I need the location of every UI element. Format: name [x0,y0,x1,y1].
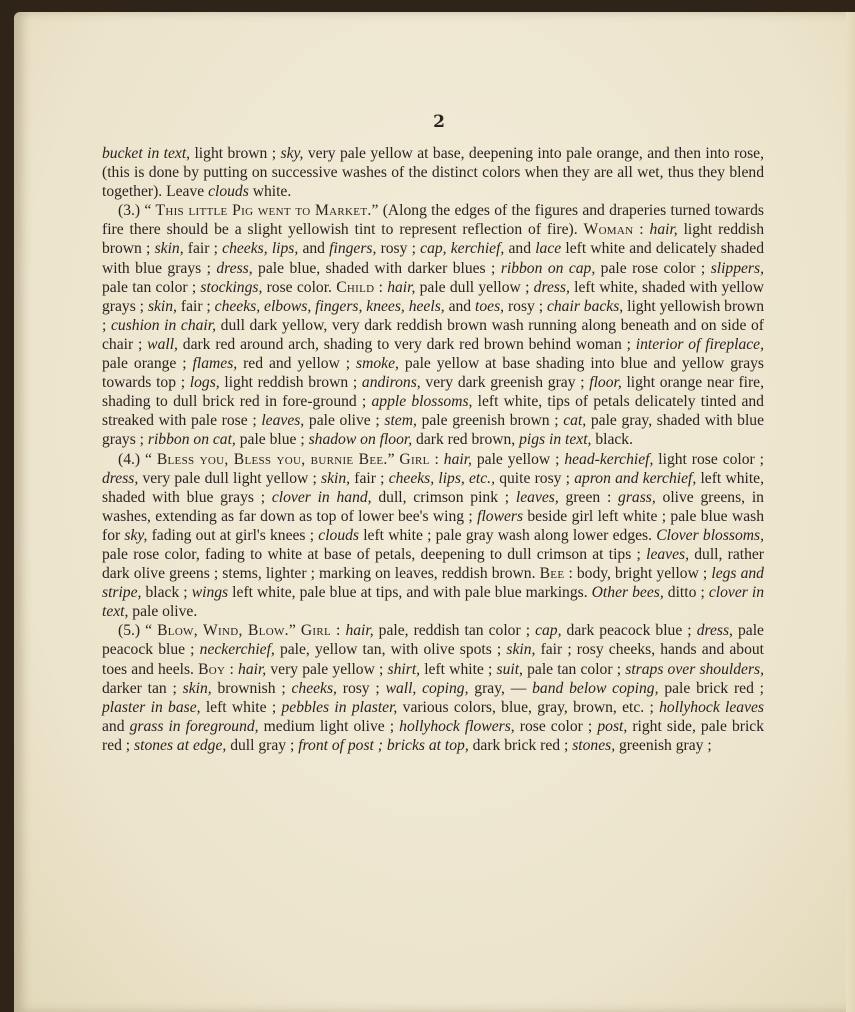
italic-term: hair, [345,622,374,640]
body-text [102,144,764,755]
italic-term: ribbon on cap, [500,259,596,277]
italic-term: front of post ; bricks at top, [298,736,469,754]
italic-term: straps over shoulders, [625,660,764,678]
italic-term: leaves, [515,488,559,506]
text-run: light orange near fire, shading to dull brick red in fore-ground ; [102,374,764,411]
paragraph [102,621,764,755]
italic-term: dress, [696,622,733,640]
italic-term: grass, [618,488,656,506]
italic-term: wall, [147,335,178,353]
text-run: and [102,717,130,735]
text-run: : [225,660,239,678]
text-run: pale rose color, fading to white at base of petals, deepening to dull crimson at tips ; [102,545,647,563]
italic-term: hair, [387,278,416,296]
text-run: light reddish brown ; [102,221,764,258]
italic-term: neckerchief, [199,641,275,659]
italic-term: apple blossoms, [371,393,473,411]
italic-term: cheeks, lips, etc., [388,469,495,487]
italic-term: cheeks, elbows, fingers, knees, heels, [214,297,445,315]
italic-term: hollyhock leaves [659,698,765,716]
text-run: rosy ; [504,297,547,315]
text-run: pale, yellow tan, with olive spots ; [274,641,507,659]
text-run: rose color ; [514,717,598,735]
italic-term: sky, [280,145,304,162]
italic-term: andirons, [361,374,421,392]
text-run: fair ; [183,240,223,258]
italic-term: grass in foreground, [129,717,259,735]
text-run: fading out at girl's knees ; [147,526,319,544]
page-number: 2 [433,112,445,132]
text-run: left white, shaded with blue grays ; [102,469,764,506]
text-run: right side, pale brick red ; [102,717,765,754]
text-run: fair ; rosy cheeks, hands and about toes and heels. [102,641,765,678]
text-run: left white and delicately shaded with blue grays ; [102,240,765,277]
small-caps-heading: Blow, Wind, Blow. [157,622,289,640]
text-run: (4.) “ [118,450,157,468]
text-run: and [504,240,536,258]
italic-term: cheeks, lips, [222,240,299,258]
small-caps-heading: Woman [583,221,634,239]
italic-term: legs and stripe, [102,565,764,602]
text-run: ” (Along the edges of the figures and draperies turned towards fire there should be a slight yellowish tint to represent reflection of fire). [102,202,764,239]
text-run: left white, tips of petals delicately tinted and streaked with pale rose ; [102,393,764,430]
text-run: very pale yellow at base, deepening into pale orange, and then into rose, (this is done by putting on successive washes of the distinct colors when they are all wet, thus they blend together). Leave [102,145,764,201]
page-edge [846,12,855,1012]
italic-term: skin, [506,641,536,659]
text-run: left white ; [200,698,282,716]
italic-term: pigs in text, [519,431,592,449]
italic-term: interior of fireplace, [635,335,764,353]
italic-term: wings [191,584,229,602]
text-run: medium light olive ; [258,717,400,735]
text-run: rosy ; [376,240,421,258]
text-run: ” [387,450,400,468]
italic-term: logs, [189,374,220,392]
italic-term: ribbon on cat, [147,431,236,449]
italic-term: cap, kerchief, [420,240,505,258]
italic-term: clover in hand, [271,488,372,506]
text-run: : [633,221,650,239]
italic-term: hair, [443,450,472,468]
italic-term: shirt, [387,660,421,678]
text-run: very pale dull light yellow ; [138,469,322,487]
italic-term: post, [597,717,628,735]
text-run: black. [591,431,634,449]
text-run: and [298,240,330,258]
text-run: (3.) “ [118,202,156,220]
italic-term: cap, [535,622,562,640]
text-run: light yellowish brown ; [102,297,765,334]
italic-term: cushion in chair, [110,316,216,334]
text-run: left white ; [420,660,497,678]
text-run: left white, shaded with yellow grays ; [102,278,764,315]
italic-term: dress, [216,259,253,277]
italic-term: shadow on floor, [308,431,413,449]
text-run: (5.) “ [118,622,158,640]
italic-term: hair, [238,660,267,678]
text-run: brownish ; [211,679,292,697]
italic-term: clouds [208,183,249,201]
text-run: pale blue, shaded with darker blues ; [252,259,501,277]
text-run: green : [558,488,619,506]
italic-term: cheeks, [291,679,337,697]
italic-term: head-kerchief, [564,450,654,468]
italic-term: leaves, [261,412,305,430]
text-run: pale dull yellow ; [415,278,534,296]
text-run: pale rose color ; [595,259,711,277]
italic-term: suit, [496,660,523,678]
text-run: pale peacock blue ; [102,622,764,659]
text-run: quite rosy ; [494,469,575,487]
text-run: dull gray ; [226,736,299,754]
text-run: dark red around arch, shading to very dark red brown behind woman ; [177,335,636,353]
italic-term: chair backs, [546,297,624,315]
text-run: red and yellow ; [237,355,357,373]
italic-term: clouds [318,526,359,544]
text-run: black ; [141,584,192,602]
text-run: fair ; [350,469,389,487]
italic-term: skin, [321,469,351,487]
paragraph [102,201,764,449]
text-run: pale olive ; [304,412,385,430]
text-run: : [429,450,444,468]
small-caps-heading: Girl [300,622,332,640]
text-run: rosy ; [336,679,386,697]
text-run: olive greens, in washes, extending as far down as top of lower bee's wing ; [102,488,764,525]
italic-term: cat, [563,412,587,430]
italic-term: lace [535,240,562,258]
text-run: ditto ; [663,584,709,602]
small-caps-heading: Girl [399,450,430,468]
text-run: dull, crimson pink ; [371,488,516,506]
text-run: gray, — [468,679,533,697]
italic-term: Other bees, [591,584,664,602]
text-run: rose color. [262,278,337,296]
text-run: very pale yellow ; [266,660,388,678]
text-run: pale yellow ; [471,450,565,468]
text-run: left white, pale blue at tips, and with pale blue markings. [228,584,592,602]
italic-term: stones at edge, [134,736,227,754]
italic-term: hollyhock flowers, [399,717,515,735]
text-run: pale greenish brown ; [416,412,564,430]
text-run: and [444,297,476,315]
text-run: dark brick red ; [468,736,573,754]
text-run: dark red brown, [412,431,520,449]
italic-term: clover in text, [102,584,764,621]
text-run: fair ; [176,297,215,315]
italic-term: apron and kerchief, [574,469,697,487]
italic-term: flowers [477,507,524,525]
paragraph [102,144,764,201]
italic-term: fingers, [329,240,377,258]
book-page [14,12,855,1012]
italic-term: dress, [102,469,139,487]
italic-term: stem, [384,412,417,430]
small-caps-heading: Bless you, Bless you, burnie Bee. [156,450,388,468]
text-run: : [331,622,346,640]
small-caps-heading: Bee [539,565,565,583]
text-run: very dark greenish gray ; [420,374,590,392]
italic-term: floor, [589,374,622,392]
text-run: light brown ; [190,145,281,162]
text-run: pale tan color ; [102,278,201,296]
italic-term: leaves, [646,545,689,563]
italic-term: skin, [154,240,184,258]
italic-term: band below coping, [532,679,659,697]
text-run: pale blue ; [235,431,309,449]
italic-term: wall, coping, [385,679,469,697]
italic-term: hair, [649,221,678,239]
small-caps-heading: Boy [198,660,226,678]
text-run: pale brick red ; [658,679,765,697]
paragraph [102,450,764,622]
text-run: left white ; pale gray wash along lower edges. [359,526,657,544]
text-run: ” [288,622,301,640]
text-run: : body, bright yellow ; [564,565,712,583]
italic-term: skin, [147,297,177,315]
small-caps-heading: Child [336,278,375,296]
text-run: pale olive. [128,603,198,621]
text-run: white. [248,183,292,201]
text-run: dark peacock blue ; [561,622,697,640]
text-run: pale, reddish tan color ; [373,622,536,640]
italic-term: dress, [533,278,570,296]
text-run: various colors, blue, gray, brown, etc. ; [397,698,660,716]
italic-term: stones, [572,736,616,754]
italic-term: stockings, [200,278,263,296]
italic-term: toes, [475,297,505,315]
italic-term: smoke, [356,355,399,373]
italic-term: skin, [182,679,212,697]
text-run: pale tan color ; [522,660,626,678]
italic-term: slippers, [710,259,764,277]
italic-term: bucket in text, [102,145,191,162]
text-run: pale orange ; [102,355,193,373]
text-run: dull dark yellow, very dark reddish brown wash running along beneath and on side of chair ; [102,316,765,353]
text-run: greenish gray ; [615,736,712,754]
text-run: pale gray, shaded with blue grays ; [102,412,765,449]
italic-term: flames, [192,355,238,373]
italic-term: Clover blossoms, [656,526,764,544]
italic-term: plaster in base, [102,698,201,716]
text-run: : [374,278,388,296]
text-run: dull, rather dark olive greens ; stems, lighter ; marking on leaves, reddish brown. [102,545,764,583]
text-run: pale yellow at base shading into blue and yellow grays towards top ; [102,355,764,392]
text-run: darker tan ; [102,679,183,697]
text-run: beside girl left white ; pale blue wash for [102,507,764,544]
text-run: light reddish brown ; [219,374,362,392]
italic-term: sky, [124,526,148,544]
text-run: light rose color ; [653,450,764,468]
small-caps-heading: This little Pig went to Market. [155,202,372,220]
italic-term: pebbles in plaster, [281,698,398,716]
